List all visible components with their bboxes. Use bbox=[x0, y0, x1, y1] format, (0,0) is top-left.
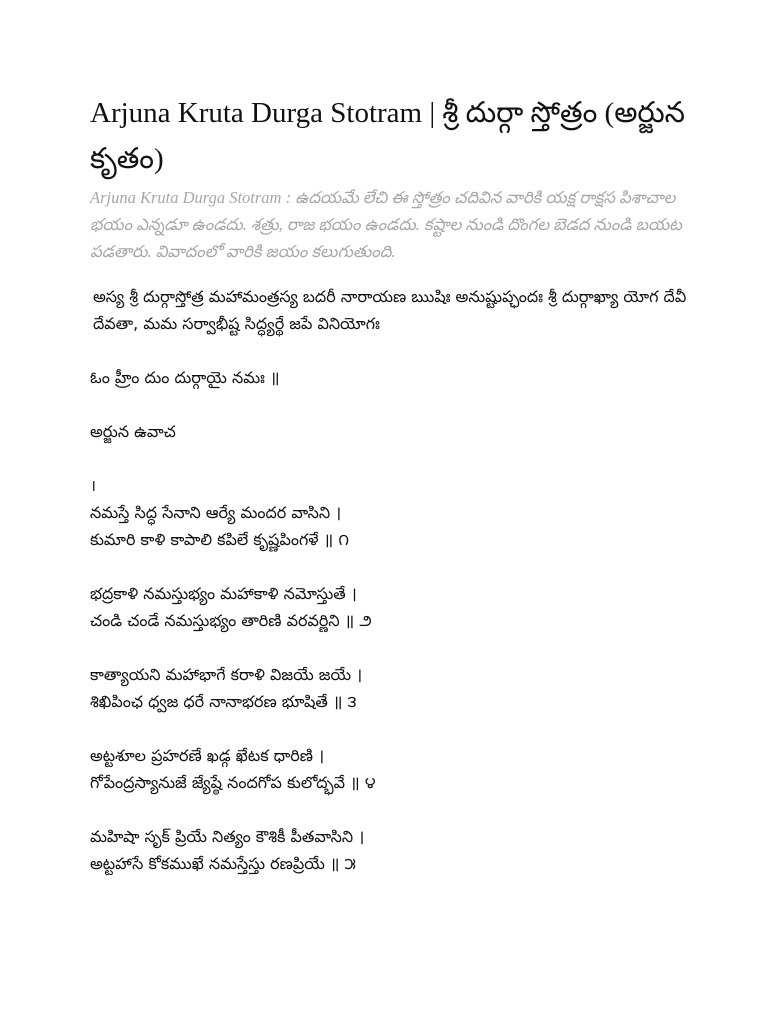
text-line: ఓం హ్రీం దుం దుర్గాయై నమః ॥ bbox=[90, 368, 280, 387]
mantra-paragraph bbox=[90, 364, 690, 391]
document-page bbox=[90, 90, 690, 904]
verse-2 bbox=[90, 580, 690, 634]
verse-3 bbox=[90, 661, 690, 715]
text-line: అస్య శ్రీ దుర్గాస్తోత్ర మహామంత్రస్య బదరీ నారాయణ ఋషిః అనుష్టుప్ఛందః శ్రీ దుర్గాఖ్యా యోగ దేవీ దేవతా, మమ సర్వాభీష్ట సిద్ధ్యర్థే జపే వినియోగః bbox=[93, 287, 687, 333]
text-line: మహిషా సృక్ ప్రియే నిత్యం కౌశికీ పీతవాసిని । bbox=[90, 827, 365, 846]
speaker-paragraph bbox=[90, 418, 690, 445]
text-line: అట్టశూల ప్రహరణే ఖడ్గ ఖేటక ధారిణి । bbox=[90, 746, 325, 765]
text-line: శిఖిపింఛ ధ్వజ ధరే నానాభరణ భూషితే ॥ ౩ bbox=[90, 692, 357, 711]
verse-1 bbox=[90, 472, 690, 553]
document-subtitle: Arjuna Kruta Durga Stotram : ఉదయమే లేచి ఈ స్తోత్రం చదివిన వారికి యక్ష రాక్షస పిశాచాల భయం ఎన్నడూ ఉండదు. శత్రు, రాజ భయం ఉండదు. కష్టాల నుండి దొంగల బెడద నుండి బయట పడతారు. వివాదంలో వారికి జయం కలుగుతుంది. bbox=[90, 188, 682, 261]
text-line: గోపేంద్రస్యానుజే జ్యేష్ఠే నందగోప కులోద్భవే ॥ ౪ bbox=[90, 773, 376, 792]
text-line: కాత్యాయని మహాభాగే కరాళి విజయే జయే । bbox=[90, 665, 363, 684]
text-line: అట్టహాసే కోకముఖే నమస్తేస్తు రణప్రియే ॥ ౫ bbox=[90, 854, 356, 873]
text-line: నమస్తే సిద్ధ సేనాని ఆర్యే మందర వాసిని । bbox=[90, 503, 342, 522]
verse-4 bbox=[90, 742, 690, 796]
text-line: । bbox=[90, 476, 97, 495]
stotram-content bbox=[90, 283, 690, 877]
text-line: అర్జున ఉవాచ bbox=[90, 422, 176, 441]
text-line: చండి చండే నమస్తుభ్యం తారిణి వరవర్ణిని ॥ ౨ bbox=[90, 611, 372, 630]
text-line: కుమారి కాళి కాపాలి కపిలే కృష్ణపింగళే ॥ ౧ bbox=[90, 530, 349, 549]
intro-paragraph bbox=[90, 283, 690, 337]
verse-5 bbox=[90, 823, 690, 877]
page-title: Arjuna Kruta Durga Stotram | శ్రీ దుర్గా స్తోత్రం (అర్జున కృతం) bbox=[90, 97, 686, 175]
text-line: భద్రకాళి నమస్తుభ్యం మహాకాళి నమోస్తుతే । bbox=[90, 584, 357, 603]
